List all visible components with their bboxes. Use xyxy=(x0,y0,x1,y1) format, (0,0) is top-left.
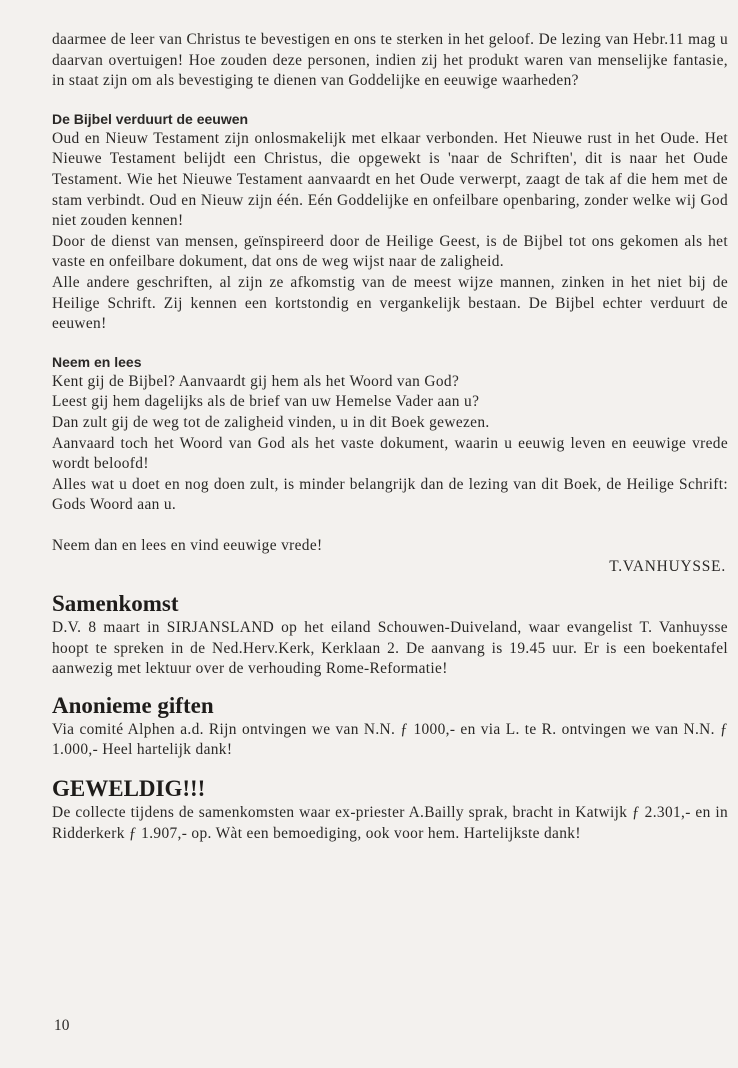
page-content xyxy=(52,30,728,844)
author-signature: T.VANHUYSSE. xyxy=(609,558,726,576)
section-title-giften: Anonieme giften xyxy=(52,692,214,718)
paragraph-testaments: Oud en Nieuw Testament zijn onlosmakelijk met elkaar verbonden. Het Nieuwe rust in het Oude. Het Nieuwe Testament belijdt een Christus, die opgewekt is 'naar de Schriften', dit is naar het Oude Testament. Wie het Nieuwe Testament aanvaardt en het Oude verwerpt, zaagt de tak af die hem met de stam verbindt. Oud en Nieuw zijn één. Eén Goddelijke en onfeilbare openbaring, zonder welke wij God niet zouden kennen! xyxy=(52,129,728,230)
line-question-1: Kent gij de Bijbel? Aanvaardt gij hem als het Woord van God? xyxy=(52,372,460,390)
geweldig-body: De collecte tijdens de samenkomsten waar ex-priester A.Bailly sprak, bracht in Katwijk ƒ 2.301,- en in Ridderkerk ƒ 1.907,- op. Wàt een bemoediging, ook voor hem. Hartelijkste dank! xyxy=(52,804,728,842)
line-question-3: Dan zult gij de weg tot de zaligheid vinden, u in dit Boek gewezen. xyxy=(52,413,490,431)
line-question-2: Leest gij hem dagelijks als de brief van uw Hemelse Vader aan u? xyxy=(52,393,480,411)
line-accept: Aanvaard toch het Woord van God als het vaste dokument, waarin u eeuwig leven en eeuwige vrede wordt beloofd! xyxy=(52,434,728,473)
giften-body: Via comité Alphen a.d. Rijn ontvingen we van N.N. ƒ 1000,- en via L. te R. ontvingen we van N.N. ƒ 1.000,- Heel hartelijk dank! xyxy=(52,720,728,759)
page-number: 10 xyxy=(54,1017,70,1034)
samenkomst-body: D.V. 8 maart in SIRJANSLAND op het eiland Schouwen-Duiveland, waar evangelist T. Vanhuysse hoopt te spreken in de Ned.Herv.Kerk, Kerklaan 2. De aanvang is 19.45 uur. Er is een boekentafel aanwezig met lektuur over de verhouding Rome-Reformatie! xyxy=(52,619,728,678)
paragraph-service: Door de dienst van mensen, geïnspireerd door de Heilige Geest, is de Bijbel tot ons gekomen als het vaste en onfeilbare dokument, dat ons de weg wijst naar de zaligheid. xyxy=(52,232,728,271)
heading-bible-endures: De Bijbel verduurt de eeuwen xyxy=(52,110,249,127)
intro-paragraph: daarmee de leer van Christus te bevestigen en ons te sterken in het geloof. De lezing van Hebr.11 mag u daarvan overtuigen! Hoe zouden deze personen, indien zij het produkt waren van menselijke fantasie, in staat zijn om als bevestiging te dienen van Goddelijke en eeuwige waarheden? xyxy=(52,31,728,90)
section-title-geweldig: GEWELDIG!!! xyxy=(52,776,206,802)
section-title-samenkomst: Samenkomst xyxy=(52,591,179,617)
heading-take-and-read: Neem en lees xyxy=(52,353,142,370)
closing-line: Neem dan en lees en vind eeuwige vrede! xyxy=(52,536,323,554)
line-everything: Alles wat u doet en nog doen zult, is minder belangrijk dan de lezing van dit Boek, de Heilige Schrift: Gods Woord aan u. xyxy=(52,475,728,514)
paragraph-other-writings: Alle andere geschriften, al zijn ze afkomstig van de meest wijze mannen, zinken in het niet bij de Heilige Schrift. Zij kennen een kortstondig en vergankelijk bestaan. De Bijbel echter verduurt de eeuwen! xyxy=(52,273,728,333)
